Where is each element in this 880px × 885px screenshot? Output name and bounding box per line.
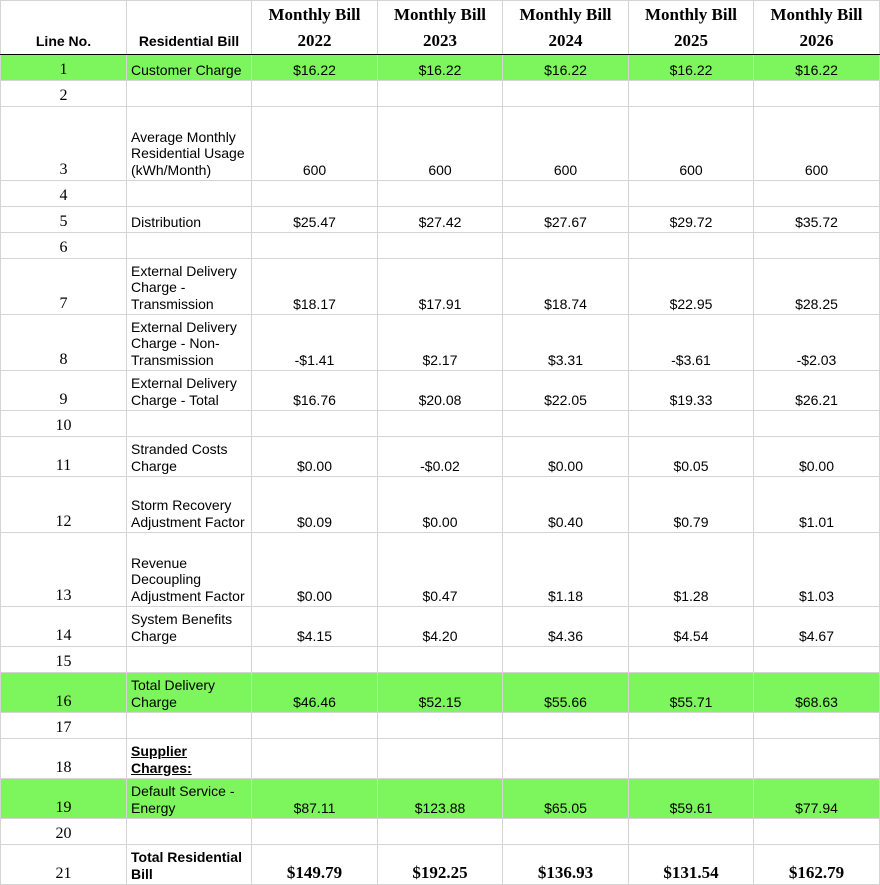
cell-2025 — [629, 647, 754, 673]
cell-2026: $16.22 — [754, 55, 880, 81]
row-description: Stranded Costs Charge — [127, 437, 252, 477]
header-row-top — [1, 1, 880, 29]
cell-2024: 600 — [503, 107, 629, 181]
cell-2022 — [252, 713, 378, 739]
cell-2024 — [503, 181, 629, 207]
cell-2025: $131.54 — [629, 845, 754, 885]
row-description: Customer Charge — [127, 55, 252, 81]
row-description — [127, 713, 252, 739]
line-number: 21 — [1, 845, 127, 885]
cell-2026 — [754, 233, 880, 259]
table-row — [1, 181, 880, 207]
cell-2024: $55.66 — [503, 673, 629, 713]
cell-2022 — [252, 411, 378, 437]
cell-2022 — [252, 81, 378, 107]
cell-2022: $0.09 — [252, 477, 378, 533]
cell-2022: $87.11 — [252, 779, 378, 819]
cell-2025: 600 — [629, 107, 754, 181]
cell-2022: $46.46 — [252, 673, 378, 713]
cell-2025 — [629, 739, 754, 779]
table-row — [1, 315, 880, 371]
line-number: 4 — [1, 181, 127, 207]
cell-2025 — [629, 181, 754, 207]
cell-2025: $0.79 — [629, 477, 754, 533]
row-description: Total Residential Bill — [127, 845, 252, 885]
table-row — [1, 437, 880, 477]
row-description: Distribution — [127, 207, 252, 233]
cell-2022: $16.76 — [252, 371, 378, 411]
cell-2024: $0.40 — [503, 477, 629, 533]
cell-2026: 600 — [754, 107, 880, 181]
row-description — [127, 647, 252, 673]
cell-2024: $0.00 — [503, 437, 629, 477]
table-row — [1, 819, 880, 845]
cell-2025 — [629, 713, 754, 739]
cell-2026: $68.63 — [754, 673, 880, 713]
cell-2025: $55.71 — [629, 673, 754, 713]
header-row-bottom — [1, 29, 880, 55]
row-description: Revenue Decoupling Adjustment Factor — [127, 533, 252, 607]
cell-2023 — [378, 233, 503, 259]
cell-2022 — [252, 647, 378, 673]
cell-2023 — [378, 739, 503, 779]
cell-2026: $77.94 — [754, 779, 880, 819]
column-title-2022: Monthly Bill — [252, 1, 378, 29]
cell-2026 — [754, 181, 880, 207]
residential-bill-header: Residential Bill — [127, 29, 252, 55]
column-title-2026: Monthly Bill — [754, 1, 880, 29]
cell-2025 — [629, 233, 754, 259]
table-row — [1, 81, 880, 107]
cell-2023: $123.88 — [378, 779, 503, 819]
cell-2026 — [754, 411, 880, 437]
line-number: 6 — [1, 233, 127, 259]
cell-2022: $0.00 — [252, 533, 378, 607]
column-title-2024: Monthly Bill — [503, 1, 629, 29]
table-row — [1, 477, 880, 533]
line-number: 17 — [1, 713, 127, 739]
cell-2023: $20.08 — [378, 371, 503, 411]
cell-2024 — [503, 233, 629, 259]
column-title-2025: Monthly Bill — [629, 1, 754, 29]
cell-2024: $65.05 — [503, 779, 629, 819]
table-row — [1, 533, 880, 607]
row-description: External Delivery Charge - Transmission — [127, 259, 252, 315]
cell-2025: $16.22 — [629, 55, 754, 81]
row-description — [127, 81, 252, 107]
cell-2024: $18.74 — [503, 259, 629, 315]
cell-2024: $1.18 — [503, 533, 629, 607]
cell-2022: $18.17 — [252, 259, 378, 315]
table-row — [1, 259, 880, 315]
row-description: Default Service - Energy — [127, 779, 252, 819]
cell-2026 — [754, 81, 880, 107]
cell-2026 — [754, 647, 880, 673]
line-number: 5 — [1, 207, 127, 233]
cell-2024: $16.22 — [503, 55, 629, 81]
cell-2024: $4.36 — [503, 607, 629, 647]
cell-2025: $4.54 — [629, 607, 754, 647]
cell-2023: $17.91 — [378, 259, 503, 315]
cell-2024 — [503, 647, 629, 673]
line-number: 20 — [1, 819, 127, 845]
cell-2026: $28.25 — [754, 259, 880, 315]
cell-2022: -$1.41 — [252, 315, 378, 371]
line-number: 8 — [1, 315, 127, 371]
cell-2022: $0.00 — [252, 437, 378, 477]
line-number: 14 — [1, 607, 127, 647]
cell-2026 — [754, 739, 880, 779]
cell-2024: $3.31 — [503, 315, 629, 371]
cell-2026: $162.79 — [754, 845, 880, 885]
cell-2026: $26.21 — [754, 371, 880, 411]
cell-2026: $1.03 — [754, 533, 880, 607]
cell-2022: $16.22 — [252, 55, 378, 81]
cell-2025: $22.95 — [629, 259, 754, 315]
line-number: 15 — [1, 647, 127, 673]
cell-2024 — [503, 713, 629, 739]
cell-2022: $149.79 — [252, 845, 378, 885]
line-number: 12 — [1, 477, 127, 533]
cell-2026 — [754, 713, 880, 739]
cell-2022: $4.15 — [252, 607, 378, 647]
cell-2026: -$2.03 — [754, 315, 880, 371]
line-number: 2 — [1, 81, 127, 107]
cell-2026: $4.67 — [754, 607, 880, 647]
cell-2023: $0.00 — [378, 477, 503, 533]
cell-2025 — [629, 411, 754, 437]
row-description: System Benefits Charge — [127, 607, 252, 647]
row-description — [127, 181, 252, 207]
cell-2026: $0.00 — [754, 437, 880, 477]
cell-2025: -$3.61 — [629, 315, 754, 371]
line-number: 11 — [1, 437, 127, 477]
cell-2023: $16.22 — [378, 55, 503, 81]
table-row — [1, 607, 880, 647]
row-description: Supplier Charges: — [127, 739, 252, 779]
table-row — [1, 55, 880, 81]
row-description: Total Delivery Charge — [127, 673, 252, 713]
line-number: 9 — [1, 371, 127, 411]
cell-2023 — [378, 411, 503, 437]
line-no-header: Line No. — [1, 29, 127, 55]
line-number: 16 — [1, 673, 127, 713]
cell-2025: $1.28 — [629, 533, 754, 607]
row-description: External Delivery Charge - Non-Transmission — [127, 315, 252, 371]
cell-2023: $0.47 — [378, 533, 503, 607]
cell-2026: $1.01 — [754, 477, 880, 533]
cell-2025: $19.33 — [629, 371, 754, 411]
cell-2025: $59.61 — [629, 779, 754, 819]
cell-2022: 600 — [252, 107, 378, 181]
table-row — [1, 673, 880, 713]
cell-2022 — [252, 739, 378, 779]
cell-2023 — [378, 81, 503, 107]
cell-2023: $52.15 — [378, 673, 503, 713]
cell-2025: $0.05 — [629, 437, 754, 477]
row-description — [127, 233, 252, 259]
table-row — [1, 779, 880, 819]
cell-2023: 600 — [378, 107, 503, 181]
cell-2024 — [503, 739, 629, 779]
column-title-2023: Monthly Bill — [378, 1, 503, 29]
line-number: 7 — [1, 259, 127, 315]
table-row — [1, 845, 880, 885]
cell-2025: $29.72 — [629, 207, 754, 233]
cell-2023: -$0.02 — [378, 437, 503, 477]
cell-2022 — [252, 233, 378, 259]
table-row — [1, 739, 880, 779]
year-header: 2022 — [252, 29, 378, 55]
table-row — [1, 207, 880, 233]
cell-2022: $25.47 — [252, 207, 378, 233]
cell-2024 — [503, 819, 629, 845]
row-description: Storm Recovery Adjustment Factor — [127, 477, 252, 533]
table-row — [1, 371, 880, 411]
cell-2023 — [378, 181, 503, 207]
year-header: 2025 — [629, 29, 754, 55]
table-row — [1, 713, 880, 739]
cell-2026: $35.72 — [754, 207, 880, 233]
line-number: 3 — [1, 107, 127, 181]
cell-2023 — [378, 647, 503, 673]
line-number: 10 — [1, 411, 127, 437]
cell-2024: $27.67 — [503, 207, 629, 233]
cell-2024 — [503, 411, 629, 437]
cell-2025 — [629, 819, 754, 845]
year-header: 2023 — [378, 29, 503, 55]
cell-2024 — [503, 81, 629, 107]
table-row — [1, 411, 880, 437]
cell-2026 — [754, 819, 880, 845]
line-number: 18 — [1, 739, 127, 779]
row-description: Average Monthly Residential Usage (kWh/Month) — [127, 107, 252, 181]
cell-2023 — [378, 819, 503, 845]
table-row — [1, 647, 880, 673]
cell-2023 — [378, 713, 503, 739]
cell-2024: $136.93 — [503, 845, 629, 885]
cell-2023: $4.20 — [378, 607, 503, 647]
row-description — [127, 819, 252, 845]
table-row — [1, 107, 880, 181]
cell-2023: $27.42 — [378, 207, 503, 233]
cell-2023: $192.25 — [378, 845, 503, 885]
cell-2022 — [252, 181, 378, 207]
table-row — [1, 233, 880, 259]
cell-2025 — [629, 81, 754, 107]
line-number: 19 — [1, 779, 127, 819]
row-description — [127, 411, 252, 437]
year-header: 2024 — [503, 29, 629, 55]
row-description: External Delivery Charge - Total — [127, 371, 252, 411]
year-header: 2026 — [754, 29, 880, 55]
line-number: 13 — [1, 533, 127, 607]
cell-2023: $2.17 — [378, 315, 503, 371]
cell-2022 — [252, 819, 378, 845]
cell-2024: $22.05 — [503, 371, 629, 411]
line-number: 1 — [1, 55, 127, 81]
